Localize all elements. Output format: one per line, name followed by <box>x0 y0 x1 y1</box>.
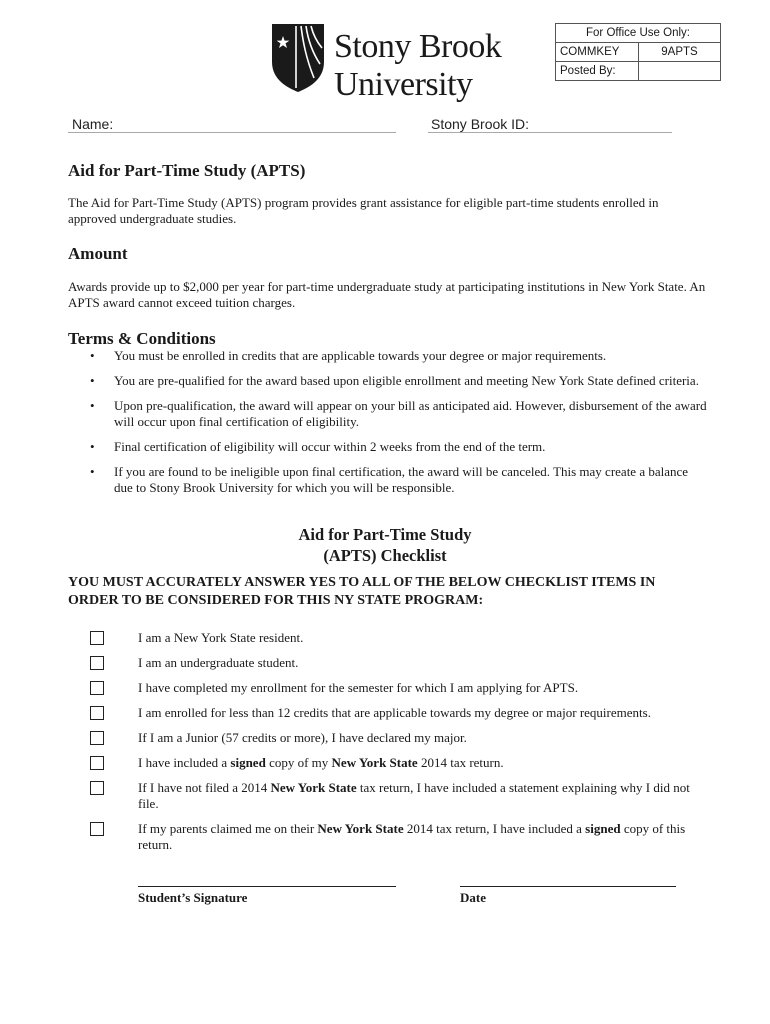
checklist-item <box>90 755 710 771</box>
text-part: If I have not filed a 2014 <box>138 780 271 795</box>
checklist-item-text: I am an undergraduate student. <box>138 655 299 670</box>
stony-brook-id-label: Stony Brook ID: <box>431 116 530 132</box>
intro-paragraph: The Aid for Part-Time Study (APTS) program provides grant assistance for eligible part-time students enrolled in approved undergraduate studies. <box>68 195 659 226</box>
terms-item-text: Upon pre-qualification, the award will appear on your bill as anticipated aid. However, disbursement of the award will occur upon final certification of eligibility. <box>114 398 707 429</box>
checklist-item <box>90 780 710 812</box>
checkbox[interactable] <box>90 656 104 670</box>
text-part: 2014 tax return. <box>417 755 504 770</box>
emphasis-signed: signed <box>230 755 266 770</box>
checklist-item <box>90 680 710 696</box>
terms-item-text: Final certification of eligibility will occur within 2 weeks from the end of the term. <box>114 439 546 454</box>
checklist-item-text: If I am a Junior (57 credits or more), I have declared my major. <box>138 730 467 745</box>
checklist-item-text <box>138 780 690 811</box>
checklist-item <box>90 705 710 721</box>
terms-item <box>68 439 708 455</box>
office-use-table <box>555 23 721 81</box>
student-signature-field[interactable] <box>138 886 396 887</box>
name-label: Name: <box>72 116 114 132</box>
university-logo-text <box>334 30 501 102</box>
checkbox[interactable] <box>90 706 104 720</box>
checklist-item-text: I am enrolled for less than 12 credits that are applicable towards my degree or major requirements. <box>138 705 651 720</box>
checklist-item-text: I am a New York State resident. <box>138 630 304 645</box>
page-title: Aid for Part-Time Study (APTS) <box>68 161 306 180</box>
emphasis-new-york-state: New York State <box>270 780 357 795</box>
logo-line-university: University <box>334 66 473 103</box>
checklist-item <box>90 821 710 853</box>
bullet-icon: • <box>90 373 95 388</box>
terms-item <box>68 398 708 430</box>
office-commkey-label: COMMKEY <box>556 43 639 62</box>
date-field[interactable] <box>460 886 676 887</box>
checkbox[interactable] <box>90 681 104 695</box>
checklist-item <box>90 655 710 671</box>
student-signature-label: Student’s Signature <box>138 890 248 905</box>
terms-item-text: If you are found to be ineligible upon final certification, the award will be canceled. This may create a balance due to Stony Brook University for which you will be responsible. <box>114 464 689 495</box>
date-label: Date <box>460 890 486 905</box>
office-posted-by-value[interactable] <box>639 62 721 81</box>
text-part: copy of my <box>265 755 332 770</box>
text-part: 2014 tax return, I have included a <box>403 821 586 836</box>
name-field[interactable] <box>68 132 396 133</box>
terms-item-text: You must be enrolled in credits that are applicable towards your degree or major requirements. <box>114 348 607 363</box>
checkbox[interactable] <box>90 756 104 770</box>
bullet-icon: • <box>90 398 95 413</box>
terms-item <box>68 348 708 364</box>
text-part: If my parents claimed me on their <box>138 821 318 836</box>
terms-item <box>68 464 708 496</box>
checklist <box>90 630 710 853</box>
office-use-header: For Office Use Only: <box>556 24 721 43</box>
checklist-warning: YOU MUST ACCURATELY ANSWER YES TO ALL OF THE BELOW CHECKLIST ITEMS IN ORDER TO BE CONSIDERED FOR THIS NY STATE PROGRAM: <box>68 575 656 608</box>
terms-item <box>68 373 708 389</box>
emphasis-new-york-state: New York State <box>317 821 404 836</box>
bullet-icon: • <box>90 348 95 363</box>
checklist-item <box>90 630 710 646</box>
stony-brook-shield-icon <box>270 22 326 94</box>
checklist-title: Aid for Part-Time Study <box>298 525 472 544</box>
amount-paragraph: Awards provide up to $2,000 per year for part-time undergraduate study at participating institutions in New York State. An APTS award cannot exceed tuition charges. <box>68 279 706 310</box>
checklist-subtitle: (APTS) Checklist <box>323 546 447 565</box>
amount-heading: Amount <box>68 244 128 263</box>
office-commkey-value: 9APTS <box>639 43 721 62</box>
terms-list <box>68 348 708 496</box>
text-part: I have included a <box>138 755 231 770</box>
checklist-item-text: I have completed my enrollment for the semester for which I am applying for APTS. <box>138 680 579 695</box>
checklist-item <box>90 730 710 746</box>
checkbox[interactable] <box>90 731 104 745</box>
emphasis-new-york-state: New York State <box>331 755 418 770</box>
terms-item-text: You are pre-qualified for the award based upon eligible enrollment and meeting New York State defined criteria. <box>114 373 699 388</box>
text-part: tax return, I have included a statement explaining why I did not file. <box>138 780 690 811</box>
text-part: copy of this return. <box>138 821 686 852</box>
office-posted-by-label: Posted By: <box>556 62 639 81</box>
checkbox[interactable] <box>90 781 104 795</box>
emphasis-signed: signed <box>585 821 621 836</box>
logo-line-stony-brook: Stony Brook <box>334 28 502 65</box>
bullet-icon: • <box>90 464 95 479</box>
checkbox[interactable] <box>90 822 104 836</box>
checklist-item-text <box>138 755 504 770</box>
stony-brook-id-field[interactable] <box>428 132 672 133</box>
terms-heading: Terms & Conditions <box>68 329 216 348</box>
checkbox[interactable] <box>90 631 104 645</box>
bullet-icon: • <box>90 439 95 454</box>
checklist-item-text <box>138 821 685 852</box>
